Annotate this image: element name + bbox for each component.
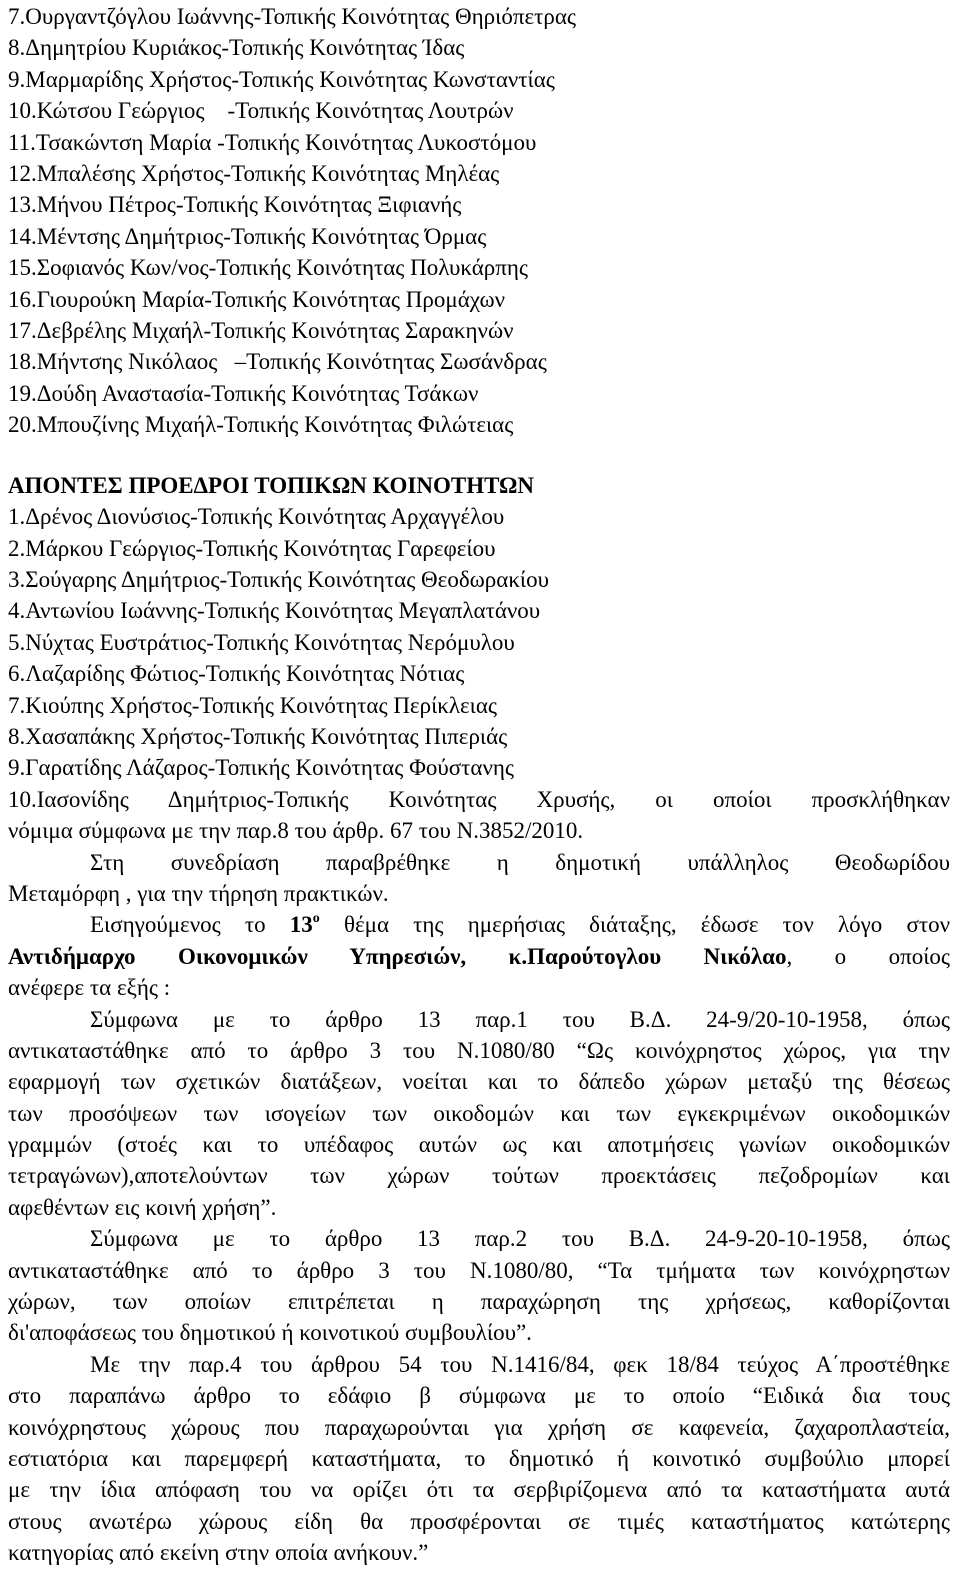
present-presidents-list — [8, 0, 950, 441]
list-item: 7.Κιούπης Χρήστος-Τοπικής Κοινότητας Περίκλειας — [8, 692, 497, 718]
list-item: 6.Λαζαρίδης Φώτιος-Τοπικής Κοινότητας Νότιας — [8, 661, 465, 687]
paragraph-line: Με την παρ.4 του άρθρου 54 του Ν.1416/84, φεκ 18/84 τεύχος Α΄προστέθηκε — [90, 1351, 950, 1377]
list-item: 13.Μήνου Πέτρος-Τοπικής Κοινότητας Ξιφιανής — [8, 192, 462, 218]
paragraph-line: γραμμών (στοές και το υπέδαφος αυτών ως και αποτμήσεις γωνίων οικοδομικών — [8, 1132, 950, 1158]
list-item: 10.Ιασονίδης Δημήτριος-Τοπικής Κοινότητας Χρυσής, οι οποίοι προσκλήθηκαν — [8, 786, 950, 812]
secretary-paragraph — [8, 847, 950, 910]
paragraph-line: χώρων, των οποίων επιτρέπεται η παραχώρηση της χρήσεως, καθορίζονται — [8, 1289, 950, 1315]
paragraph-line: τετραγώνων),αποτελούντων των χώρων τούτων προεκτάσεις πεζοδρομίων και — [8, 1163, 950, 1189]
rapporteur-title: Αντιδήμαρχο Οικονομικών Υπηρεσιών, κ.Παρούτογλου Νικόλαο — [8, 943, 787, 969]
absent-presidents-heading: ΑΠΟΝΤΕΣ ΠΡΟΕΔΡΟΙ ΤΟΠΙΚΩΝ ΚΟΙΝΟΤΗΤΩΝ — [8, 472, 535, 498]
list-item: 4.Αντωνίου Ιωάννης-Τοπικής Κοινότητας Μεγαπλατάνου — [8, 598, 541, 624]
paragraph-line: με την ίδια απόφαση του να ορίζει ότι τα σερβιρίζομενα από τα καταστήματα αυτά — [8, 1477, 950, 1503]
paragraph-line: κοινόχρηστους χώρους που παραχωρούνται για χρήση σε καφενεία, ζαχαροπλαστεία, — [8, 1414, 950, 1440]
list-item: 5.Νύχτας Ευστράτιος-Τοπικής Κοινότητας Νερόμυλου — [8, 629, 515, 655]
rapporteur-paragraph — [8, 909, 950, 1003]
list-item: 16.Γιουρούκη Μαρία-Τοπικής Κοινότητας Προμάχων — [8, 286, 505, 312]
paragraph-line: των προσόψεων των ισογείων των οικοδομών και των εγκεκριμένων οικοδομικών — [8, 1100, 950, 1126]
list-item: 17.Δεβρέλης Μιχαήλ-Τοπικής Κοινότητας Σαρακηνών — [8, 318, 514, 344]
paragraph-line: Σύμφωνα με το άρθρο 13 παρ.2 του Β.Δ. 24-9-20-10-1958, όπως — [90, 1226, 950, 1252]
paragraph-1 — [8, 1004, 950, 1224]
paragraph-line: ανέφερε τα εξής : — [8, 975, 171, 1001]
list-item: 8.Χασαπάκης Χρήστος-Τοπικής Κοινότητας Πιπεριάς — [8, 723, 508, 749]
list-item: 11.Τσακώντση Μαρία -Τοπικής Κοινότητας Λυκοστόμου — [8, 129, 537, 155]
paragraph-line: στο παραπάνω άρθρο το εδάφιο β σύμφωνα με το οποίο “Ειδικά δια τους — [8, 1383, 950, 1409]
list-item: 18.Μήντσης Νικόλαος –Τοπικής Κοινότητας Σωσάνδρας — [8, 349, 547, 375]
list-item: 10.Κώτσου Γεώργιος -Τοπικής Κοινότητας Λουτρών — [8, 98, 514, 124]
paragraph-line: Στη συνεδρίαση παραβρέθηκε η δημοτική υπάλληλος Θεοδωρίδου — [90, 849, 950, 875]
rapporteur-prefix: Εισηγούμενος το — [90, 912, 290, 938]
paragraph-line — [8, 941, 950, 972]
absent-presidents-list — [8, 501, 950, 846]
paragraph-line: στους ανωτέρω χώρους είδη θα προσφέρονται σε τιμές καταστήματος κατώτερης — [8, 1508, 950, 1534]
paragraph-line: κατηγορίας από εκείνη στην οποία ανήκουν.” — [8, 1540, 429, 1566]
paragraph-line: Μεταμόρφη , για την τήρηση πρακτικών. — [8, 880, 389, 906]
paragraph-3 — [8, 1349, 950, 1569]
list-item: 14.Μέντσης Δημήτριος-Τοπικής Κοινότητας Όρμας — [8, 223, 487, 249]
paragraph-line: εφαρμογή των σχετικών διατάξεων, νοείται και το δάπεδο χώρων μεταξύ της θέσεως — [8, 1069, 950, 1095]
paragraph-line — [8, 909, 950, 940]
rapporteur-after: , ο οποίος — [786, 943, 950, 969]
paragraph-line: αφεθέντων εις κοινή χρήση”. — [8, 1194, 277, 1220]
list-item: 2.Μάρκου Γεώργιος-Τοπικής Κοινότητας Γαρεφείου — [8, 535, 496, 561]
list-item: 3.Σούγαρης Δημήτριος-Τοπικής Κοινότητας Θεοδωρακίου — [8, 566, 549, 592]
paragraph-line: αντικαταστάθηκε από το άρθρο 3 του Ν.1080/80, “Τα τμήματα των κοινόχρηστων — [8, 1257, 950, 1283]
list-item: 9.Μαρμαρίδης Χρήστος-Τοπικής Κοινότητας Κωνσταντίας — [8, 66, 555, 92]
list-item: 20.Μπουζίνης Μιχαήλ-Τοπικής Κοινότητας Φιλώτειας — [8, 412, 514, 438]
list-item: 9.Γαρατίδης Λάζαρος-Τοπικής Κοινότητας Φούστανης — [8, 755, 515, 781]
paragraph-line: εστιατόρια και παρεμφερή καταστήματα, το δημοτικό ή κοινοτικό συμβούλιο μπορεί — [8, 1446, 950, 1472]
agenda-item-number-value: 13 — [289, 912, 313, 938]
legal-reference-line: νόμιμα σύμφωνα με την παρ.8 του άρθρ. 67 του Ν.3852/2010. — [8, 818, 584, 844]
rapporteur-suffix: θέμα της ημερήσιας διάταξης, έδωσε τον λόγο στον — [319, 912, 950, 938]
list-item: 8.Δημητρίου Κυριάκος-Τοπικής Κοινότητας Ίδας — [8, 35, 465, 61]
list-item: 1.Δρένος Διονύσιος-Τοπικής Κοινότητας Αρχαγγέλου — [8, 504, 505, 530]
list-item: 7.Ουργαντζόγλου Ιωάννης-Τοπικής Κοινότητας Θηριόπετρας — [8, 4, 576, 29]
list-item: 15.Σοφιανός Κων/νος-Τοπικής Κοινότητας Πολυκάρπης — [8, 255, 529, 281]
agenda-item-ordinal: ο — [312, 910, 320, 926]
agenda-item-number — [290, 912, 320, 937]
paragraph-line: Σύμφωνα με το άρθρο 13 παρ.1 του Β.Δ. 24-9/20-10-1958, όπως — [90, 1006, 950, 1032]
paragraph-line: δι'αποφάσεως του δημοτικού ή κοινοτικού συμβουλίου”. — [8, 1320, 532, 1346]
paragraph-line: αντικαταστάθηκε από το άρθρο 3 του Ν.1080/80 “Ως κοινόχρηστος χώρος, για την — [8, 1037, 950, 1063]
list-item: 19.Δούδη Αναστασία-Τοπικής Κοινότητας Τσάκων — [8, 380, 479, 406]
paragraph-2 — [8, 1223, 950, 1349]
list-item: 12.Μπαλέσης Χρήστος-Τοπικής Κοινότητας Μηλέας — [8, 161, 500, 187]
